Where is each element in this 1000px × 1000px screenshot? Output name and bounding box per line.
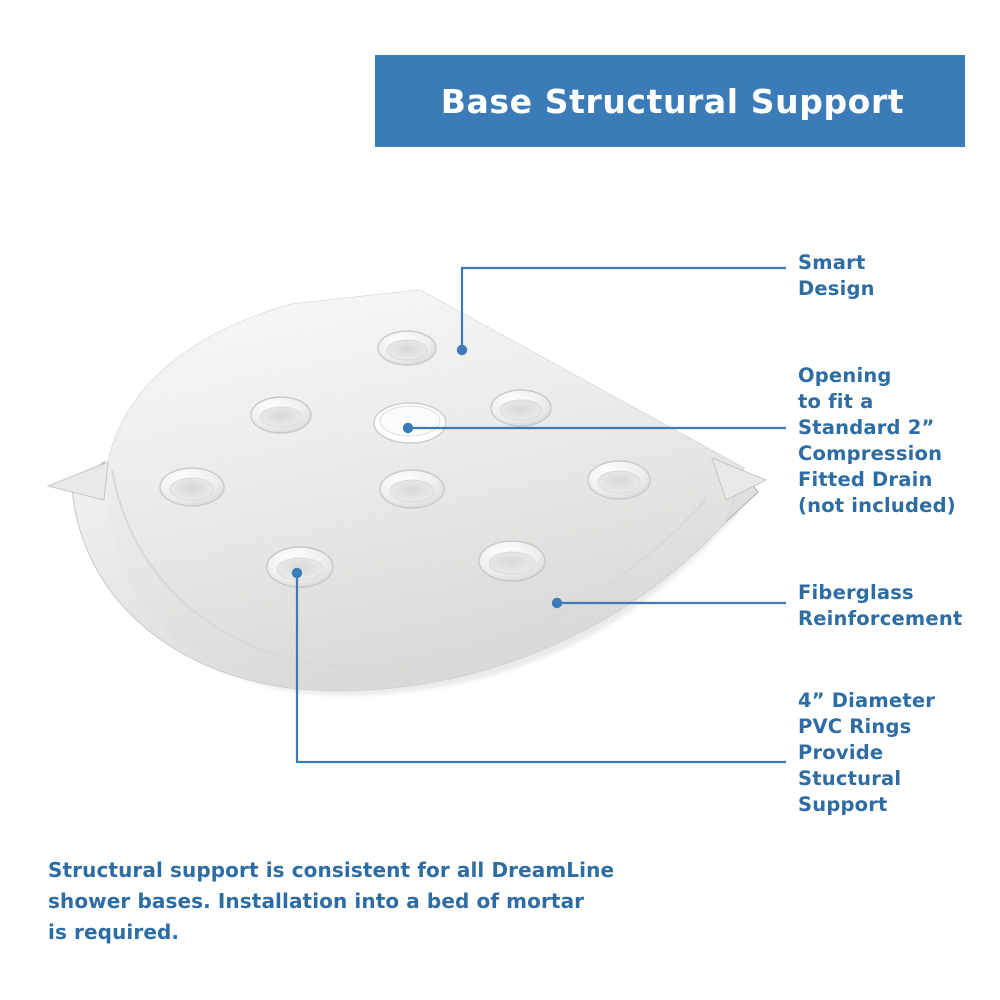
callout-fiberglass: [798, 580, 993, 632]
callout-smart-design: [798, 250, 988, 302]
callout-line: (not included): [798, 494, 956, 517]
callout-line: Smart: [798, 251, 866, 274]
callout-drain-opening: [798, 363, 993, 519]
pvc-ring: [160, 468, 224, 506]
callout-line: Fiberglass: [798, 581, 914, 604]
footer-note: [48, 855, 688, 948]
footer-note-line: Structural support is consistent for all DreamLine: [48, 858, 615, 882]
page-title: Base Structural Support: [440, 81, 905, 121]
callout-line: Support: [798, 793, 888, 816]
callout-line: 4” Diameter: [798, 689, 936, 712]
pvc-ring: [491, 390, 551, 426]
drain-opening: [374, 403, 446, 443]
callout-line: Design: [798, 277, 875, 300]
callout-line: PVC Rings: [798, 715, 912, 738]
callout-line: Compression: [798, 442, 943, 465]
pvc-ring: [378, 331, 436, 365]
pvc-ring: [267, 547, 333, 587]
pvc-ring: [251, 397, 311, 433]
footer-note-line: is required.: [48, 920, 180, 944]
callout-line: Reinforcement: [798, 607, 963, 630]
footer-note-line: shower bases. Installation into a bed of mortar: [48, 889, 585, 913]
pvc-ring: [479, 541, 545, 581]
callout-line: Opening: [798, 364, 892, 387]
callout-line: to fit a: [798, 390, 874, 413]
pvc-ring: [380, 470, 444, 508]
callout-line: Provide: [798, 741, 884, 764]
callout-pvc-rings: [798, 688, 993, 818]
callout-line: Stuctural: [798, 767, 902, 790]
callout-line: Fitted Drain: [798, 468, 933, 491]
callout-line: Standard 2”: [798, 416, 935, 439]
pvc-ring: [588, 461, 650, 499]
